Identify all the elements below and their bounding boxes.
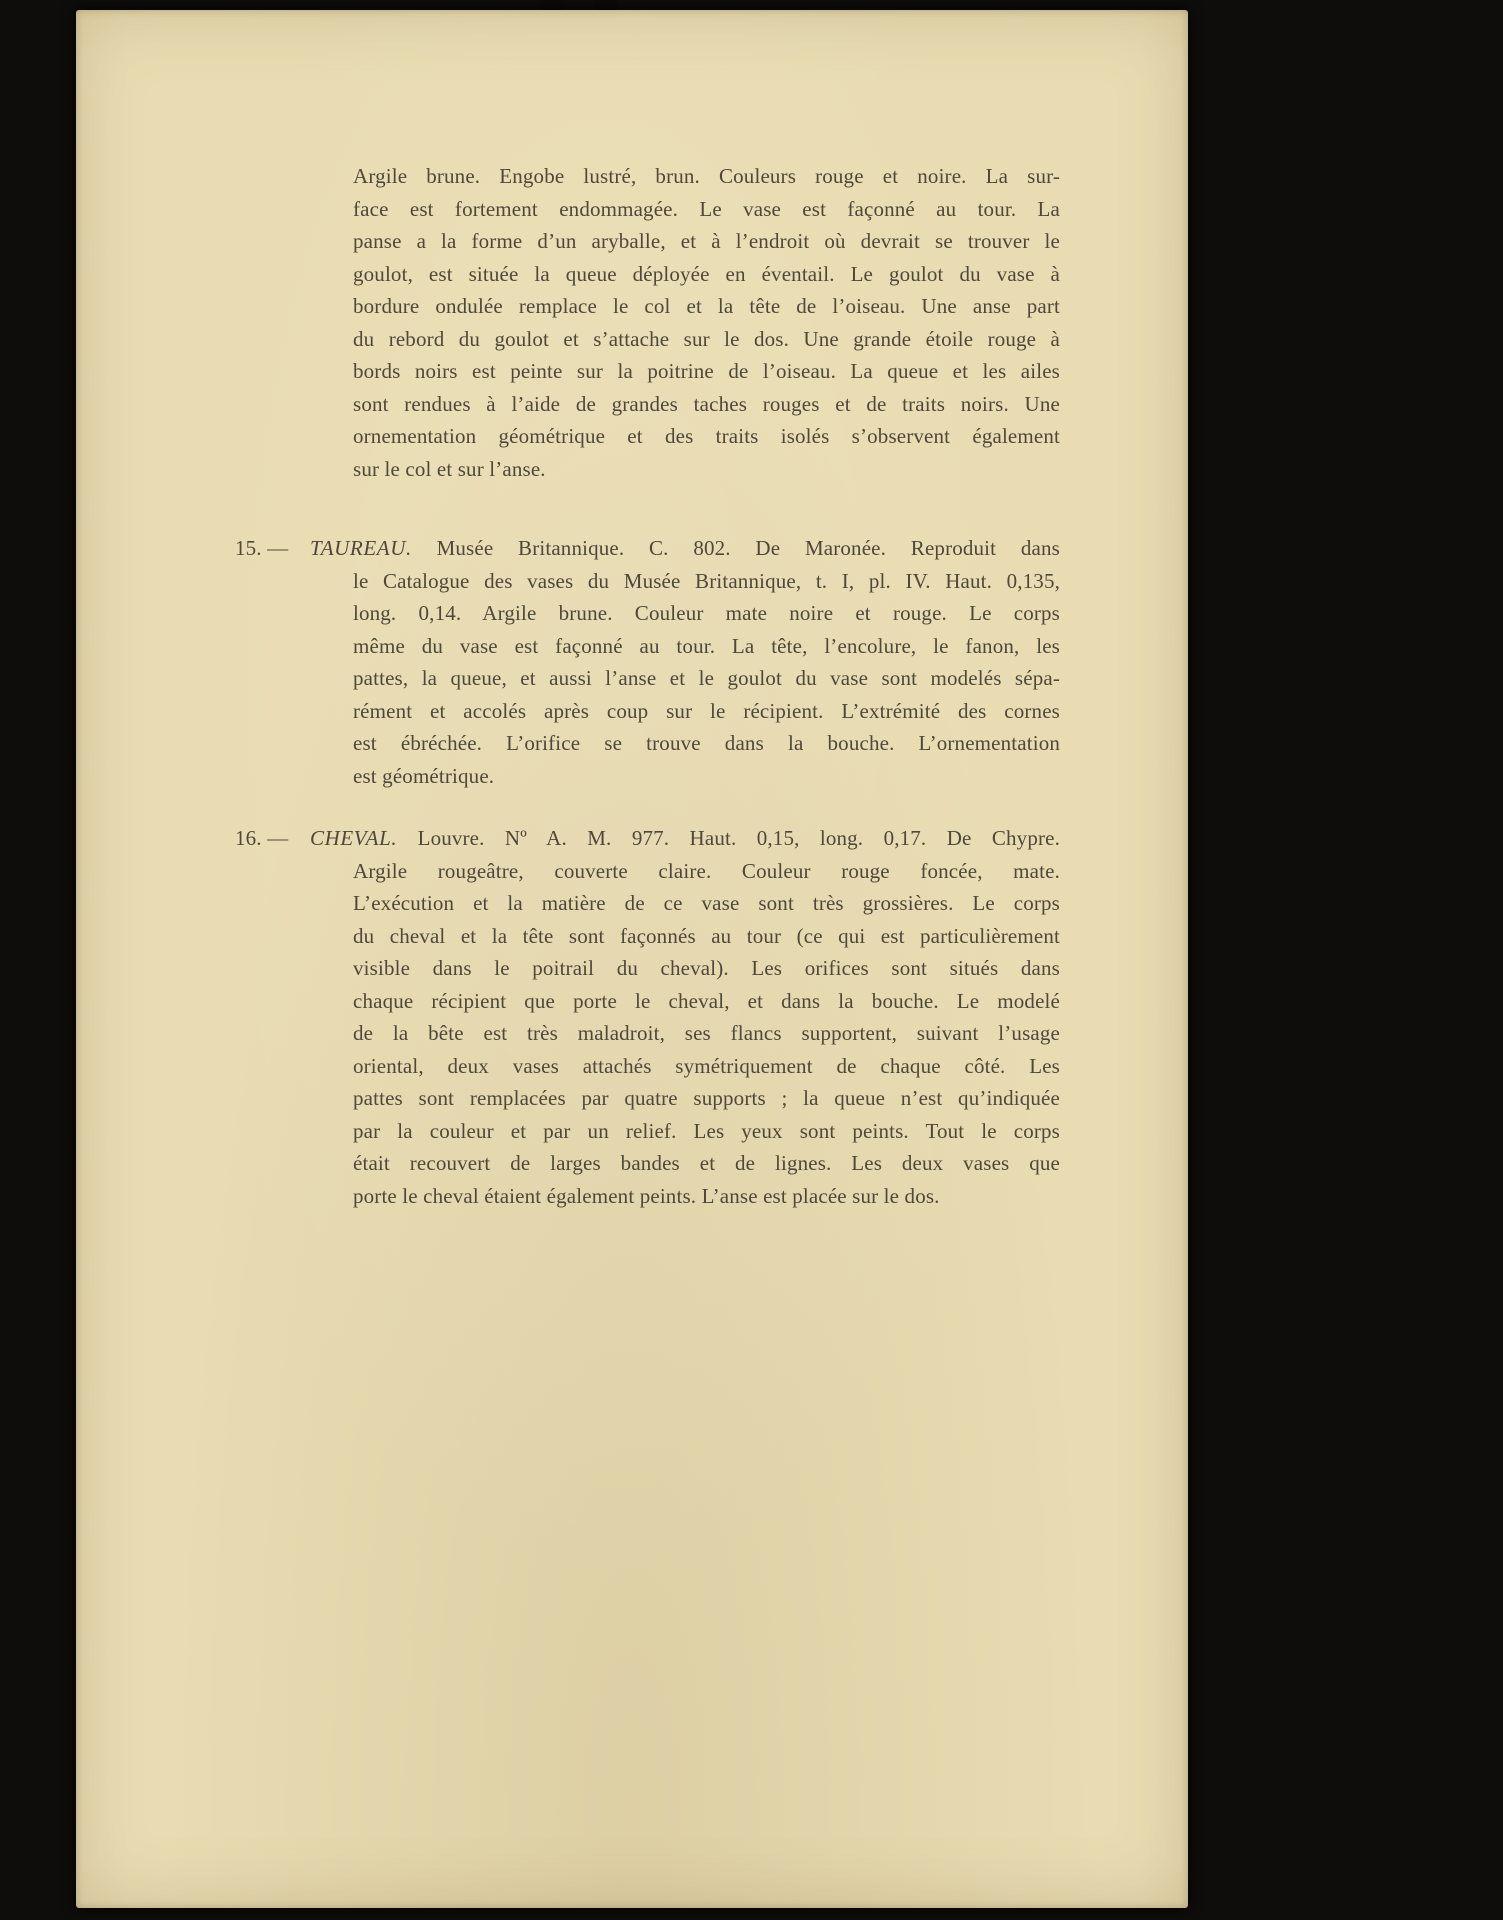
page-text: [76, 10, 1188, 1908]
text-line: sur le col et sur l’anse.: [353, 456, 546, 481]
catalog-entry: [353, 160, 1060, 485]
text-line: par la couleur et par un relief. Les yeux sont peints. Tout le corps: [353, 1118, 1060, 1143]
text-line: TAUREAU. Musée Britannique. C. 802. De Maronée. Reproduit dans: [310, 536, 1060, 560]
text-line: bordure ondulée remplace le col et la tête de l’oiseau. Une anse part: [353, 294, 1060, 318]
text-line: face est fortement endommagée. Le vase est façonné au tour. La: [353, 196, 1060, 221]
entry-title: CHEVAL.: [310, 826, 398, 850]
entry-title: TAUREAU.: [310, 536, 412, 560]
text-line: est géométrique.: [353, 763, 495, 788]
page-paper: [76, 10, 1188, 1908]
text-line: de la bête est très maladroit, ses flancs supportent, suivant l’usage: [353, 1021, 1060, 1045]
text-line: est ébréchée. L’orifice se trouve dans la bouche. L’ornementation: [353, 731, 1060, 755]
text-line: porte le cheval étaient également peints. L’anse est placée sur le dos.: [353, 1183, 940, 1208]
text-line: sont rendues à l’aide de grandes taches rouges et de traits noirs. Une: [353, 391, 1060, 416]
text-line: Argile brune. Engobe lustré, brun. Couleurs rouge et noire. La sur-: [353, 164, 1060, 188]
text-line: long. 0,14. Argile brune. Couleur mate noire et rouge. Le corps: [353, 601, 1060, 625]
text-line: le Catalogue des vases du Musée Britannique, t. I, pl. IV. Haut. 0,135,: [353, 568, 1060, 593]
text-line: pattes sont remplacées par quatre supports ; la queue n’est qu’indiquée: [353, 1086, 1060, 1110]
text-line: visible dans le poitrail du cheval). Les orifices sont situés dans: [353, 956, 1060, 980]
text-line: du rebord du goulot et s’attache sur le dos. Une grande étoile rouge à: [353, 326, 1060, 351]
text-line: chaque récipient que porte le cheval, et dans la bouche. Le modelé: [353, 988, 1060, 1013]
entry-number: 16. —: [235, 826, 289, 850]
text-line: goulot, est située la queue déployée en éventail. Le goulot du vase à: [353, 261, 1060, 286]
text-line: oriental, deux vases attachés symétriquement de chaque côté. Les: [353, 1053, 1060, 1078]
entry-number: 15. —: [235, 536, 289, 560]
text-line: L’exécution et la matière de ce vase sont très grossières. Le corps: [353, 891, 1060, 915]
text-line: Argile rougeâtre, couverte claire. Couleur rouge foncée, mate.: [353, 858, 1060, 883]
catalog-entry: [235, 532, 1060, 792]
text-line: du cheval et la tête sont façonnés au tour (ce qui est particulièrement: [353, 923, 1060, 948]
text-line: pattes, la queue, et aussi l’anse et le goulot du vase sont modelés sépa-: [353, 666, 1060, 690]
text-line: CHEVAL. Louvre. Nº A. M. 977. Haut. 0,15, long. 0,17. De Chypre.: [310, 826, 1060, 850]
text-line: même du vase est façonné au tour. La tête, l’encolure, le fanon, les: [353, 633, 1060, 658]
text-line: rément et accolés après coup sur le récipient. L’extrémité des cornes: [353, 698, 1060, 723]
text-line: ornementation géométrique et des traits isolés s’observent également: [353, 424, 1060, 448]
catalog-entry: [235, 822, 1060, 1212]
text-line: panse a la forme d’un aryballe, et à l’endroit où devrait se trouver le: [353, 229, 1060, 253]
text-line: bords noirs est peinte sur la poitrine de l’oiseau. La queue et les ailes: [353, 359, 1060, 383]
text-line: était recouvert de larges bandes et de lignes. Les deux vases que: [353, 1151, 1060, 1175]
